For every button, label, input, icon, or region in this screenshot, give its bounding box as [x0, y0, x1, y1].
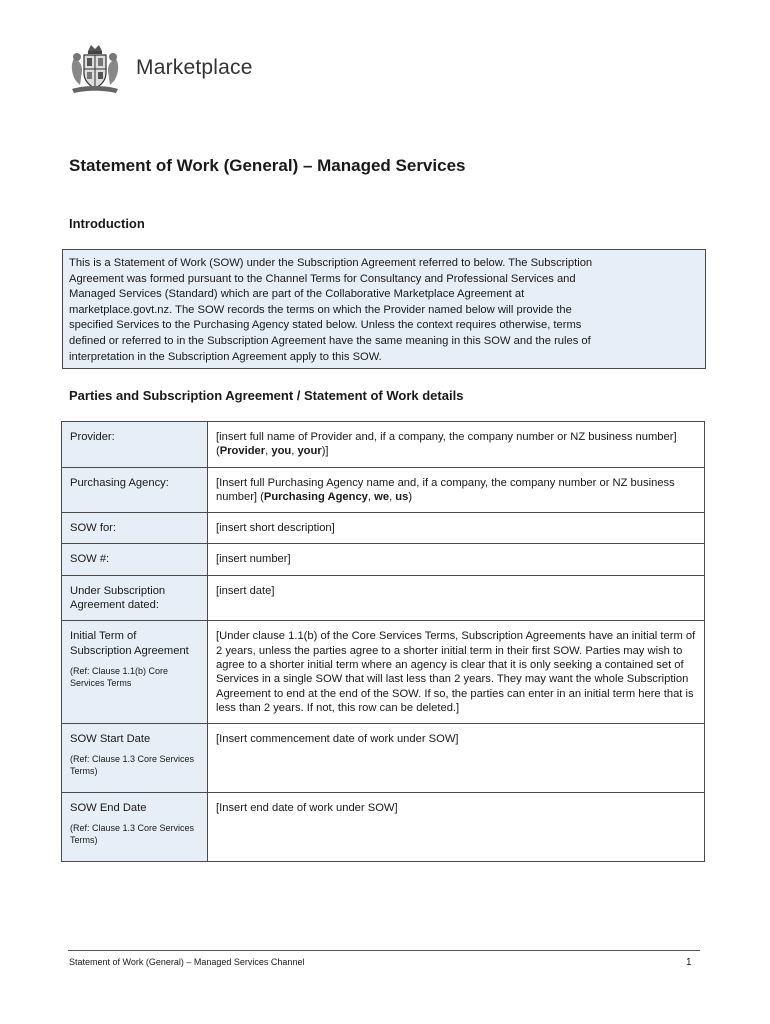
- intro-line: Agreement was formed pursuant to the Channel Terms for Consultancy and Professional Services and: [69, 272, 576, 285]
- subscription-date-value: [insert date]: [208, 575, 705, 621]
- intro-line: This is a Statement of Work (SOW) under the Subscription Agreement referred to below. The Subscription: [69, 257, 593, 269]
- start-date-value: [Insert commencement date of work under SOW]: [208, 724, 705, 793]
- initial-term-ref: (Ref: Clause 1.1(b) Core Services Terms: [70, 665, 169, 688]
- intro-line: marketplace.govt.nz. The SOW records the terms on which the Provider named below will provide the: [69, 303, 572, 316]
- start-date-ref: (Ref: Clause 1.3 Core Services Terms): [70, 754, 195, 777]
- table-row: [62, 621, 705, 724]
- table-row: [62, 422, 705, 468]
- end-date-ref: (Ref: Clause 1.3 Core Services Terms): [70, 823, 195, 846]
- start-date-title: SOW Start Date: [70, 733, 151, 746]
- sow-number-label: SOW #:: [62, 544, 208, 575]
- sow-number-value: [insert number]: [208, 544, 705, 575]
- nz-coat-of-arms-icon: [66, 41, 124, 95]
- provider-label: Provider:: [62, 422, 208, 468]
- start-date-label: [62, 724, 208, 793]
- parties-heading: Parties and Subscription Agreement / Statement of Work details: [69, 388, 464, 403]
- page-title: Statement of Work (General) – Managed Services: [69, 156, 466, 175]
- intro-line: specified Services to the Purchasing Agency stated below. Unless the context requires otherwise, terms: [69, 319, 582, 332]
- table-row: [62, 513, 705, 544]
- table-row: [62, 575, 705, 621]
- footer-divider: [68, 950, 700, 951]
- initial-term-title: Initial Term of Subscription Agreement: [70, 630, 189, 657]
- table-row: [62, 467, 705, 513]
- initial-term-label: [62, 621, 208, 724]
- page-header: [66, 40, 253, 96]
- footer-text: Statement of Work (General) – Managed Services Channel: [69, 957, 305, 967]
- introduction-heading: Introduction: [69, 216, 145, 231]
- end-date-label: [62, 793, 208, 862]
- sow-for-label: SOW for:: [62, 513, 208, 544]
- sow-for-value: [insert short description]: [208, 513, 705, 544]
- brand-name: Marketplace: [136, 56, 253, 79]
- intro-line: interpretation in the Subscription Agreement apply to this SOW.: [69, 350, 382, 363]
- end-date-title: SOW End Date: [70, 802, 147, 815]
- intro-line: defined or referred to in the Subscription Agreement have the same meaning in this SOW and the rules of: [69, 334, 591, 347]
- table-row: [62, 793, 705, 862]
- table-row: [62, 544, 705, 575]
- agency-label: Purchasing Agency:: [62, 467, 208, 513]
- details-table: [61, 421, 705, 862]
- page-number: 1: [686, 957, 692, 968]
- table-row: [62, 724, 705, 793]
- subscription-date-label: Under Subscription Agreement dated:: [62, 575, 208, 621]
- intro-line: Managed Services (Standard) which are part of the Collaborative Marketplace Agreement at: [69, 288, 525, 301]
- end-date-value: [Insert end date of work under SOW]: [208, 793, 705, 862]
- introduction-box: [62, 249, 706, 369]
- agency-value: [Insert full Purchasing Agency name and, if a company, the company number or NZ business number] (Purchasing Agency, we, us): [208, 467, 705, 513]
- initial-term-value: [Under clause 1.1(b) of the Core Services Terms, Subscription Agreements have an initial term of 2 years, unless the parties agree to a shorter initial term in their first SOW. Parties may wish to agree to a shorter initial term where an agency is clear that it is only seeking a contained set of Services in a single SOW that will last less than 2 years. They may want the whole Subscription Agreement to end at the end of the SOW. If so, the parties can enter in an initial term here that is less than 2 years. If not, this row can be deleted.]: [208, 621, 705, 724]
- provider-value: [insert full name of Provider and, if a company, the company number or NZ business number] (Provider, you, your)]: [208, 422, 705, 468]
